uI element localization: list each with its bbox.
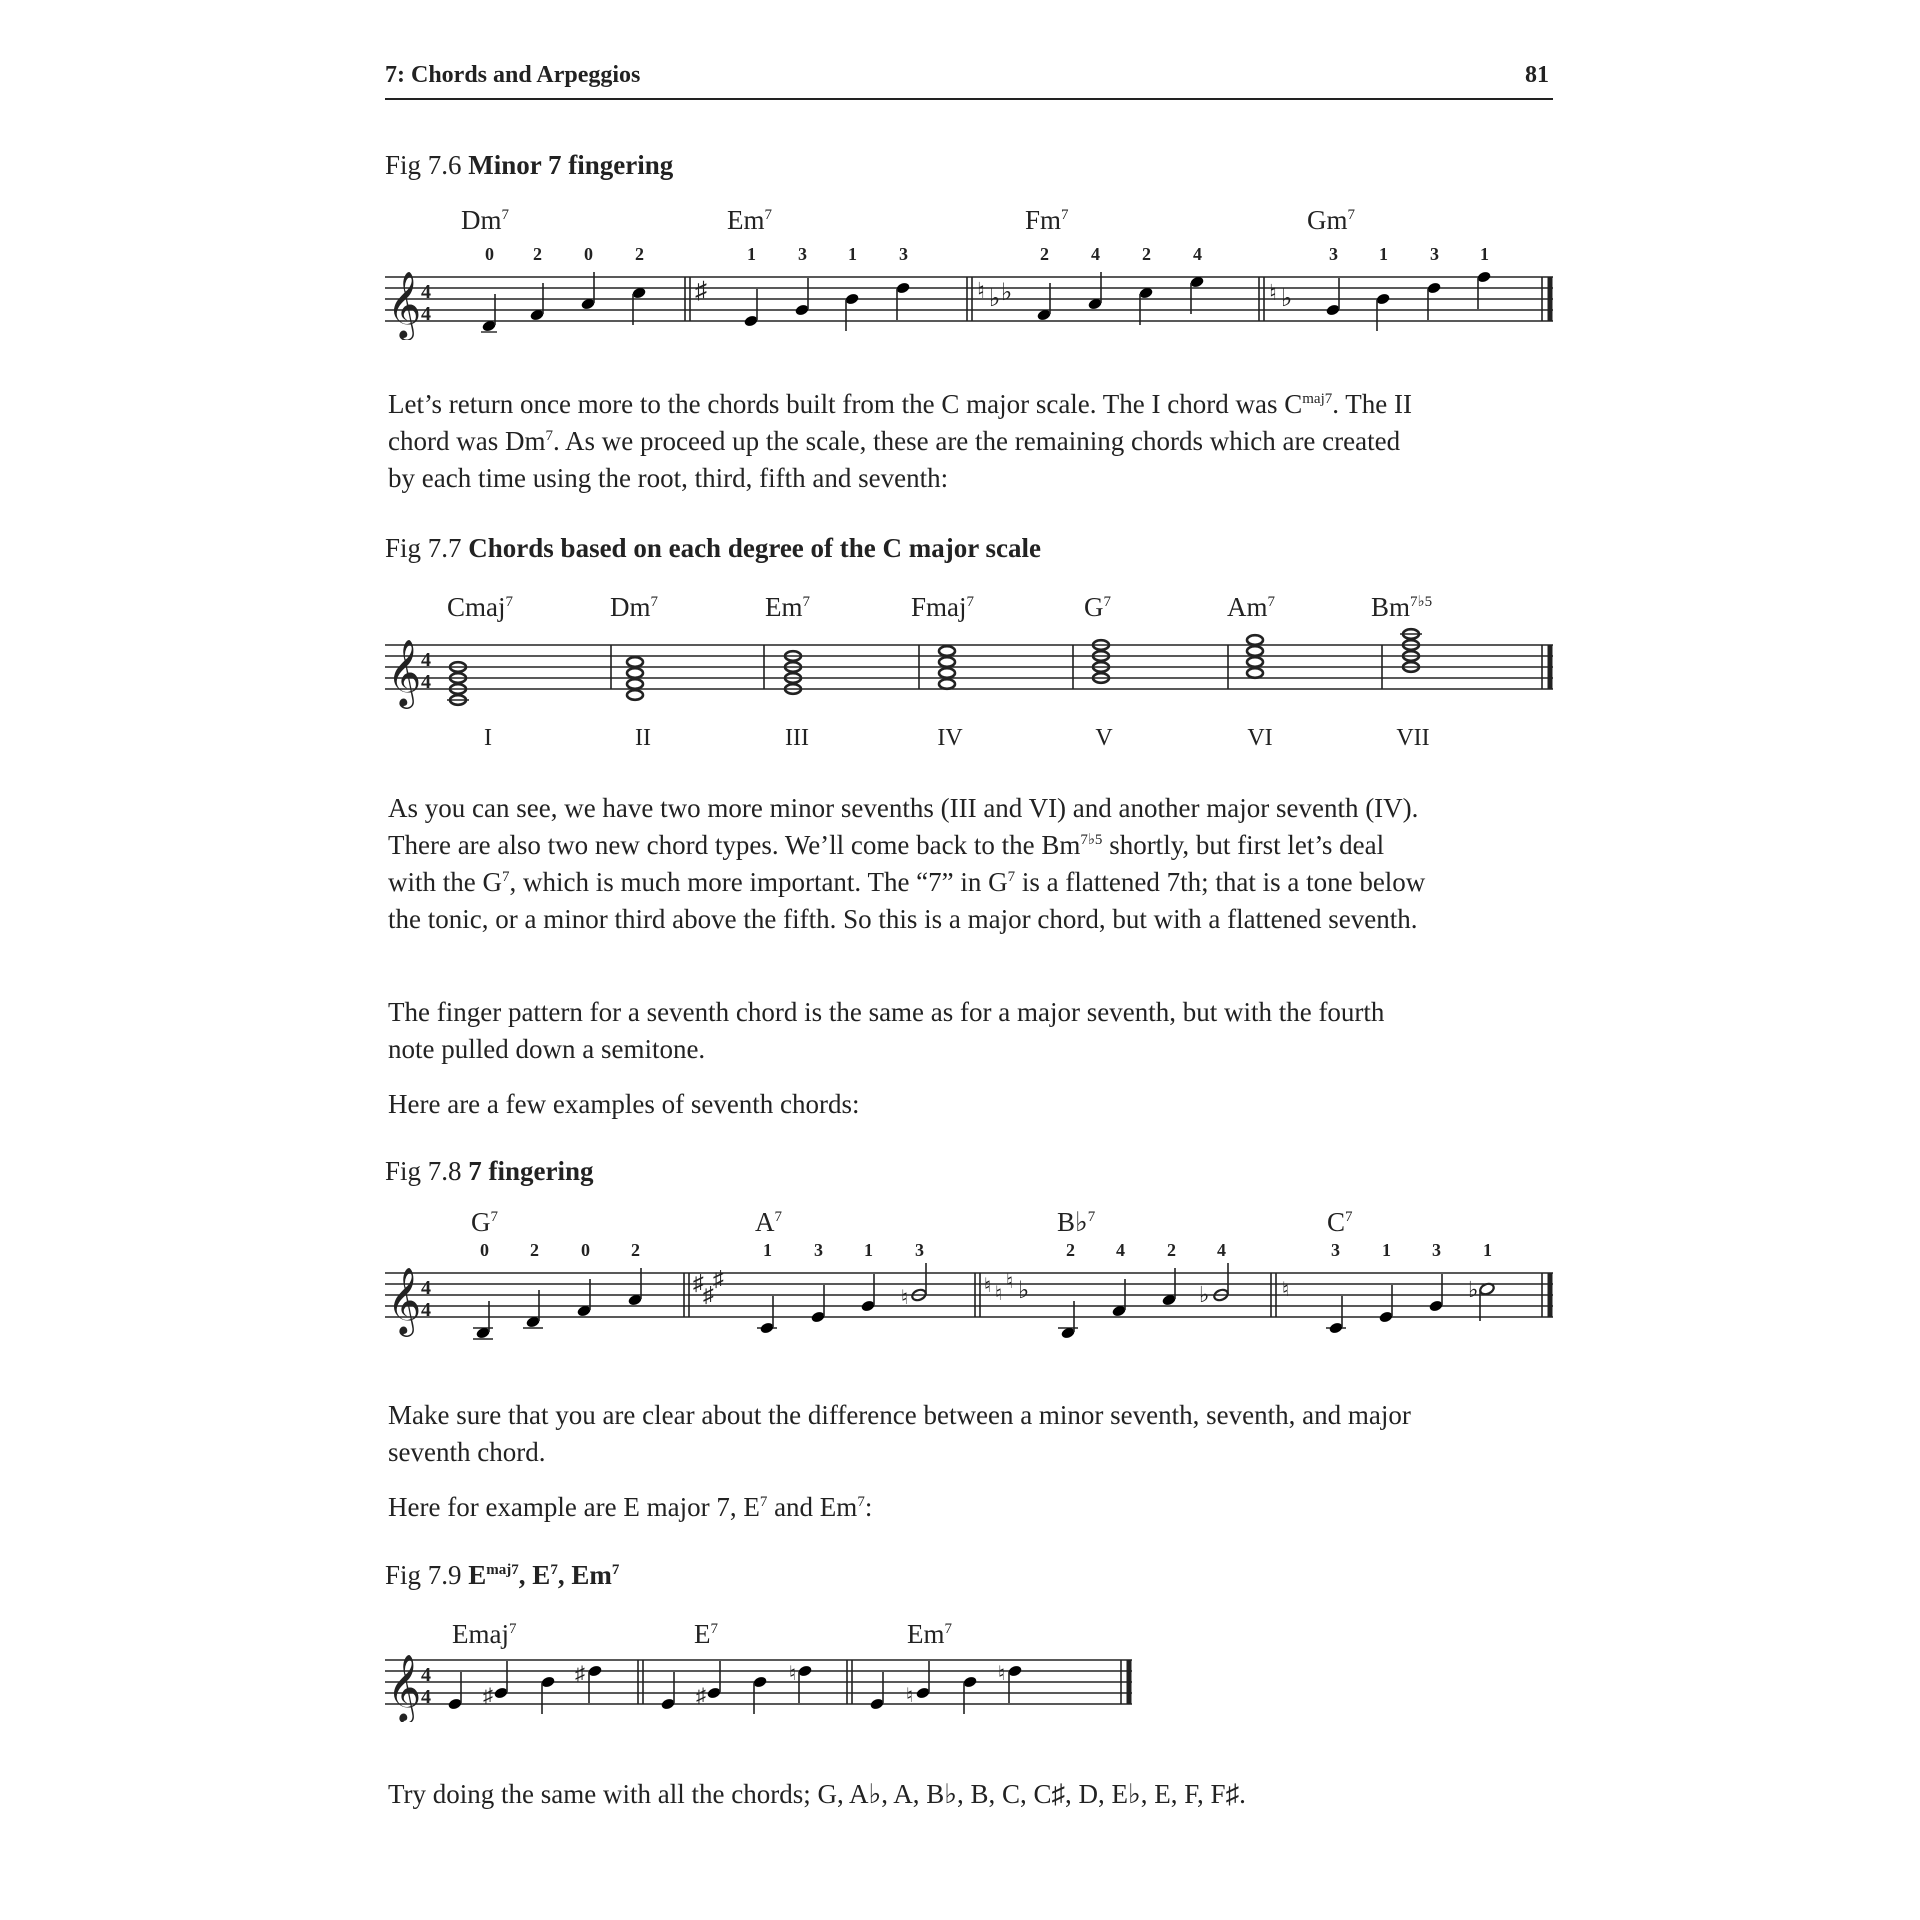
note [1378,1285,1393,1324]
flat-icon: ♭ [1199,1282,1210,1307]
note [627,1268,642,1307]
chord-label: Em$^7$ [907,1619,952,1649]
time-signature: 4 [421,1277,431,1299]
note [1058,1301,1078,1340]
finger-number: 0 [480,1240,489,1260]
finger-number: 3 [798,244,807,264]
chord-label: $A^7$ [755,1207,782,1237]
natural-icon: ♮ [998,1663,1006,1685]
chord-label: Fmaj$^7$ [911,592,975,622]
chord-notes [1093,640,1109,683]
finger-number: 1 [864,1240,873,1260]
note [743,289,758,328]
note [844,292,859,331]
finger-number: 1 [1382,1240,1391,1260]
chord-notes [447,662,469,705]
sharp-icon: ♯ [483,1685,493,1707]
time-signature: 4 [421,1664,431,1686]
finger-number: 4 [1116,1240,1125,1260]
flat-icon: ♭ [1001,280,1013,306]
note [915,1661,930,1700]
note [860,1274,875,1313]
note [1036,283,1051,322]
finger-number: 4 [1217,1240,1226,1260]
note [1138,286,1153,325]
natural-icon: ♮ [1006,1271,1014,1293]
sharp-icon: ♯ [693,1270,704,1295]
finger-number: 2 [631,1240,640,1260]
fig-7-9-staff [385,1612,1145,1722]
chord-label: Cmaj$^7$ [447,592,513,622]
roman-numeral: III [785,725,809,751]
roman-numeral: IV [937,725,963,751]
paragraph: Here for example are E major 7, $E^7$ and Em$^7$: [388,1492,873,1522]
chord-notes [1400,629,1422,672]
note [540,1675,555,1714]
paragraph: As you can see, we have two more minor sevenths (III and VI) and another major seventh (IV). There are also two new chord types. We’ll come back to the $Bm^{7♭5}$ shortly, but first let’s deal with the $G^7$, which is much more important. The “7” in $G^7$ is a flattened 7th; that is a tone below the tonic, or a minor third above the fifth. So this is a major chord, but with a flattened seventh. [388,793,1426,934]
sharp-icon: ♯ [713,1266,724,1291]
page-header [385,62,1553,100]
finger-number: 2 [635,244,644,264]
note [706,1661,721,1700]
note [810,1285,825,1324]
chord-label: $G^7$ [1084,592,1111,622]
note [1087,272,1102,311]
roman-numeral: VI [1247,725,1273,751]
note [1479,1282,1496,1321]
finger-number: 2 [1066,1240,1075,1260]
note [1326,1296,1346,1335]
finger-number: 1 [763,1240,772,1260]
time-signature: 4 [421,281,431,303]
chord-label: Emaj$^7$ [452,1619,517,1649]
page-number: 81 [1525,62,1549,88]
fig-7-6-caption [385,150,673,181]
note [1428,1274,1443,1313]
note [797,1664,812,1703]
finger-number: 1 [1379,244,1388,264]
chord-label: Em$^7$ [765,592,810,622]
finger-number: 2 [530,1240,539,1260]
note [1426,281,1441,320]
finger-number: 2 [1142,244,1151,264]
note [757,1296,777,1335]
flat-icon: ♭ [1018,1278,1030,1304]
treble-clef-icon: 𝄞 [387,640,422,705]
note [481,294,497,333]
chord-label: $C^7$ [1327,1207,1353,1237]
note [576,1279,591,1318]
note [523,1290,543,1329]
chord-label: Fm$^7$ [1025,205,1069,235]
note [869,1672,884,1711]
fig-label: Fig 7.8 [385,1156,469,1186]
roman-numeral: VII [1396,725,1430,751]
fig-7-7-staff [385,585,1555,755]
chapter-title: 7: Chords and Arpeggios [385,62,641,88]
finger-number: 3 [1329,244,1338,264]
time-signature: 4 [421,649,431,671]
fig-7-8-staff [385,1200,1555,1350]
roman-numeral: V [1095,725,1113,751]
treble-clef-icon: 𝄞 [387,1655,422,1720]
natural-icon: ♮ [1282,1279,1290,1301]
fig-label: Fig 7.7 [385,533,469,563]
paragraph: The finger pattern for a seventh chord is the same as for a major seventh, but with the fourth note pulled down a semitone. [388,997,1385,1064]
flat-icon: ♭ [1468,1277,1479,1302]
finger-number: 2 [1167,1240,1176,1260]
note [1007,1664,1022,1703]
note [1375,292,1390,331]
paragraph: Make sure that you are clear about the difference between a minor seventh, seventh, and major seventh chord. [388,1400,1411,1467]
treble-clef-icon: 𝄞 [387,1268,422,1333]
fig-title: $E^{maj7}$, $E^7$, Em$^7$ [468,1560,620,1590]
chord-notes [785,651,801,694]
note [529,283,544,322]
staff-lines [385,645,1553,689]
chord-label: Am$^7$ [1227,592,1275,622]
chord-label: Em$^7$ [727,205,772,235]
chord-label: $G^7$ [471,1207,498,1237]
fig-title: 7 fingering [468,1156,594,1186]
finger-number: 0 [485,244,494,264]
flat-icon: ♭ [989,286,1001,312]
note [752,1675,767,1714]
note [631,286,646,325]
finger-number: 1 [1480,244,1489,264]
finger-number: 3 [1432,1240,1441,1260]
sharp-icon: ♯ [575,1663,585,1685]
finger-number: 4 [1091,244,1100,264]
fig-7-9-caption [385,1560,619,1591]
fig-7-6-staff [385,200,1555,340]
fig-7-8-caption [385,1156,594,1187]
finger-number: 2 [1040,244,1049,264]
note [1189,275,1204,314]
finger-number: 1 [848,244,857,264]
finger-number: 1 [1483,1240,1492,1260]
paragraph: Try doing the same with all the chords; G, A♭, A, B♭, B, C, C♯, D, E♭, E, F, F♯. [388,1779,1246,1809]
chord-label: $Bm^{7♭5}$ [1371,592,1433,622]
finger-number: 3 [915,1240,924,1260]
natural-icon: ♮ [789,1663,797,1685]
natural-icon: ♮ [977,278,985,303]
sharp-icon: ♯ [695,278,707,304]
note [1161,1268,1176,1307]
note [493,1661,508,1700]
chord-label: Dm$^7$ [610,592,658,622]
note [1325,278,1340,317]
roman-numeral: I [484,725,492,751]
finger-number: 4 [1193,244,1202,264]
note [1213,1263,1230,1302]
note [1476,270,1491,309]
note [911,1263,928,1302]
chord-label: $E^7$ [694,1619,718,1649]
paragraph: Here are a few examples of seventh chords: [388,1089,860,1119]
chord-label: Dm$^7$ [461,205,509,235]
note [473,1301,493,1340]
staff-lines [385,1273,1553,1317]
note [587,1664,602,1703]
time-signature: 4 [421,1686,431,1708]
natural-icon: ♮ [984,1275,992,1297]
flat-icon: ♭ [1281,286,1293,312]
time-signature: 4 [421,303,431,325]
note [447,1672,462,1711]
finger-number: 2 [533,244,542,264]
sharp-icon: ♯ [703,1282,714,1307]
paragraph: Let’s return once more to the chords built from the C major scale. The I chord was $C^{maj7}$. The II chord was Dm$^7$. As we proceed up the scale, these are the remaining chords which are created by each time using the root, third, fifth and seventh: [388,389,1412,493]
note [794,278,809,317]
finger-number: 3 [1331,1240,1340,1260]
roman-numeral: II [635,725,651,751]
sharp-icon: ♯ [696,1685,706,1707]
natural-icon: ♮ [906,1685,914,1707]
fig-title: Chords based on each degree of the C major scale [468,533,1041,563]
natural-icon: ♮ [901,1287,909,1309]
finger-number: 3 [899,244,908,264]
treble-clef-icon: 𝄞 [387,272,422,337]
finger-number: 3 [1430,244,1439,264]
note [580,272,595,311]
time-signature: 4 [421,1299,431,1321]
finger-number: 0 [581,1240,590,1260]
natural-icon: ♮ [995,1283,1003,1305]
fig-7-7-caption [385,533,1041,564]
finger-number: 1 [747,244,756,264]
fig-label: Fig 7.6 [385,150,469,180]
chord-label: Gm$^7$ [1307,205,1355,235]
note [895,281,910,320]
fig-title: Minor 7 fingering [468,150,674,180]
time-signature: 4 [421,671,431,693]
note [660,1672,675,1711]
chord-label: B♭$^7$ [1057,1207,1096,1237]
natural-icon: ♮ [1269,280,1277,305]
note [962,1675,977,1714]
finger-number: 0 [584,244,593,264]
note [1111,1279,1126,1318]
finger-number: 3 [814,1240,823,1260]
fig-label: Fig 7.9 [385,1560,469,1590]
